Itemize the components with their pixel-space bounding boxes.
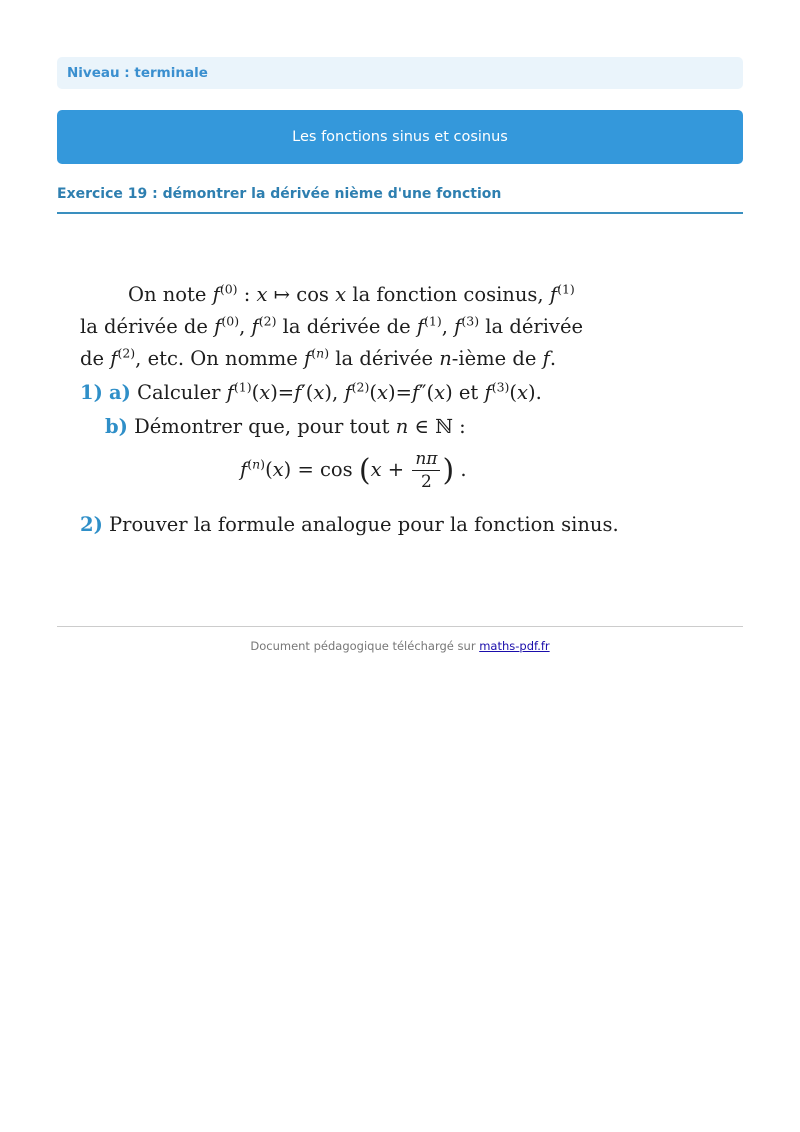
question-1b-label: b) (105, 415, 128, 438)
question-2-number: 2) (80, 513, 103, 536)
statement-line-3: de $f^{(2)}$, etc. On nomme $f^{(n)}$ la dérivée n-ième de f. (80, 345, 557, 370)
footer-site-link[interactable]: maths-pdf.fr (479, 639, 550, 653)
question-1b: b) Démontrer que, pour tout n ∈ ℕ : (105, 415, 466, 438)
question-1a-label: a) (109, 381, 131, 404)
footer-divider (57, 626, 743, 627)
statement-line-2: la dérivée de $f^{(0)}$, $f^{(2)}$ la dérivée de $f^{(1)}$, $f^{(3)}$ la dérivée (80, 313, 584, 338)
exercise-heading (57, 186, 743, 214)
statement-line-1: On note $f^{(0)}$ : x ↦ cos x la fonction cosinus, $f^{(1)}$ (128, 281, 575, 306)
question-1a: 1) a) Calculer $f^{(1)}(x)=f'(x)$, $f^{(2)}(x)=f''(x)$ et $f^{(3)}(x)$. (80, 379, 542, 404)
question-1-number: 1) (80, 381, 103, 404)
footer (57, 639, 743, 653)
level-badge (57, 57, 743, 89)
question-2: 2) Prouver la formule analogue pour la fonction sinus. (80, 513, 619, 536)
chapter-title-banner (57, 110, 743, 164)
cosine-derivative-formula: $f^{(n)}(x) = \cos (x$ + $\frac{n\pi}{2}$ ) . (240, 449, 467, 492)
footer-text: Document pédagogique téléchargé sur (250, 639, 480, 653)
chapter-title: Les fonctions sinus et cosinus (292, 129, 508, 145)
exercise-title: Exercice 19 : démontrer la dérivée nième d'une fonction (57, 186, 502, 202)
level-label: Niveau : terminale (67, 65, 208, 81)
